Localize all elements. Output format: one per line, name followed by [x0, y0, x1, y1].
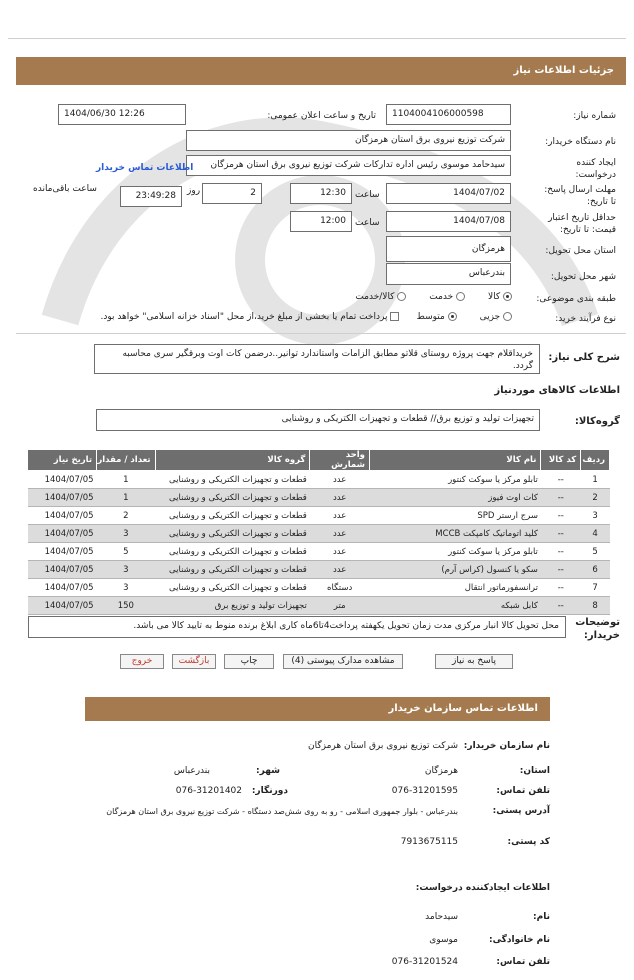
cell-group: قطعات و تجهیزات الکتریکی و روشنایی [155, 543, 310, 561]
deadline-send-label: مهلت ارسال پاسخ: تا تاریخ: [544, 185, 616, 207]
table-row [28, 579, 610, 597]
province-label: استان محل تحویل: [545, 246, 616, 256]
cell-date: 1404/07/05 [28, 561, 97, 579]
contact-phone: 076-31201595 [391, 786, 458, 796]
cell-group: قطعات و تجهیزات الکتریکی و روشنایی [155, 579, 310, 597]
cell-date: 1404/07/05 [28, 543, 97, 561]
buyer-notes-text: محل تحویل کالا انبار مرکزی مدت زمان تحویل یکهفته پرداخت4تا6ماه کاری ابلاغ برنده منوط به تایید کالا می باشد. [133, 621, 559, 631]
cell-unit: متر [310, 597, 370, 615]
col-row: ردیف [581, 450, 610, 471]
description-label: شرح کلی نیاز: [548, 352, 620, 363]
creator-field: سیدحامد موسوی رئیس اداره تدارکات شرکت توزیع نیروی برق استان هرمزگان [186, 155, 511, 176]
cell-row: 1 [581, 471, 610, 489]
cell-code: -- [541, 543, 581, 561]
cell-date: 1404/07/05 [28, 579, 97, 597]
cell-name: سرج ارستر SPD [369, 507, 540, 525]
cell-qty: 1 [97, 471, 156, 489]
col-name: نام کالا [369, 450, 540, 471]
creator-phone: 076-31201524 [391, 957, 458, 967]
cell-qty: 5 [97, 543, 156, 561]
radio-goods-service[interactable] [397, 292, 406, 301]
cell-code: -- [541, 525, 581, 543]
contact-city-label: شهر: [256, 766, 280, 776]
contact-phone-label: تلفن تماس: [496, 786, 550, 796]
cell-unit: عدد [310, 561, 370, 579]
table-row [28, 489, 610, 507]
province-field: هرمزگان [386, 236, 511, 262]
col-code: کد کالا [541, 450, 581, 471]
radio-medium[interactable] [448, 312, 457, 321]
col-date: تاریخ نیاز [28, 450, 97, 471]
radio-medium-label: متوسط [416, 312, 445, 322]
creator-family: موسوی [429, 935, 458, 945]
contact-fax: 076-31201402 [175, 786, 242, 796]
deadline-send-time: 12:30 [290, 183, 352, 204]
creator-name-label: نام: [533, 912, 550, 922]
goods-group-field: تجهیزات تولید و توزیع برق// قطعات و تجهیزات الکتریکی و روشنایی [96, 409, 540, 431]
cell-date: 1404/07/05 [28, 471, 97, 489]
top-divider [8, 38, 626, 39]
section-divider [16, 333, 626, 334]
radio-small[interactable] [503, 312, 512, 321]
payment-note: پرداخت تمام یا بخشی از مبلغ خرید،از محل "اسناد خزانه اسلامی" خواهد بود. [100, 312, 388, 322]
price-validity-time: 12:00 [290, 211, 352, 232]
announce-label: تاریخ و ساعت اعلان عمومی: [267, 111, 376, 121]
cell-code: -- [541, 597, 581, 615]
cell-row: 7 [581, 579, 610, 597]
cell-unit: دستگاه [310, 579, 370, 597]
table-row [28, 525, 610, 543]
cell-qty: 2 [97, 507, 156, 525]
cell-group: قطعات و تجهیزات الکتریکی و روشنایی [155, 507, 310, 525]
cell-name: سکو یا کنسول (کراس آرم) [369, 561, 540, 579]
payment-checkbox[interactable] [390, 312, 399, 321]
cell-row: 8 [581, 597, 610, 615]
cell-unit: عدد [310, 525, 370, 543]
cell-date: 1404/07/05 [28, 507, 97, 525]
cell-row: 6 [581, 561, 610, 579]
deadline-send-time-label: ساعت [355, 190, 380, 200]
col-group: گروه کالا [155, 450, 310, 471]
radio-service[interactable] [456, 292, 465, 301]
cell-date: 1404/07/05 [28, 489, 97, 507]
cell-name: کلید اتوماتیک کامپکت MCCB [369, 525, 540, 543]
city-label: شهر محل تحویل: [550, 272, 616, 282]
contact-postal: 7913675115 [400, 837, 458, 847]
contact-address-label: آدرس پستی: [492, 806, 550, 816]
contact-org: شرکت توزیع نیروی برق استان هرمزگان [307, 741, 458, 751]
cell-name: ترانسفورماتور انتقال [369, 579, 540, 597]
process-options [100, 312, 512, 322]
goods-section-title: اطلاعات کالاهای موردنیاز [494, 385, 620, 396]
creator-label: ایجاد کننده درخواست: [575, 158, 616, 180]
cell-code: -- [541, 489, 581, 507]
day-label: روز [187, 186, 201, 196]
description-box [94, 344, 540, 374]
creator-name: سیدحامد [425, 912, 458, 922]
reply-button[interactable]: پاسخ به نیاز [435, 654, 513, 669]
need-number-label: شماره نیاز: [573, 111, 616, 121]
cell-unit: عدد [310, 471, 370, 489]
cell-qty: 3 [97, 525, 156, 543]
cell-qty: 3 [97, 579, 156, 597]
contact-fax-label: دورنگار: [251, 786, 288, 796]
cell-group: قطعات و تجهیزات الکتریکی و روشنایی [155, 561, 310, 579]
goods-group-label: گروه‌کالا: [574, 416, 620, 427]
table-row [28, 561, 610, 579]
cell-row: 4 [581, 525, 610, 543]
cell-code: -- [541, 471, 581, 489]
cell-group: قطعات و تجهیزات الکتریکی و روشنایی [155, 471, 310, 489]
creator-family-label: نام خانوادگی: [488, 935, 550, 945]
cell-name: کابل شبکه [369, 597, 540, 615]
cell-qty: 3 [97, 561, 156, 579]
cell-group: قطعات و تجهیزات الکتریکی و روشنایی [155, 489, 310, 507]
details-header-bar [16, 57, 626, 85]
cell-unit: عدد [310, 489, 370, 507]
contact-address: بندرعباس - بلوار جمهوری اسلامی - رو به روی شش‌صد دستگاه - شرکت توزیع نیروی برق استان هرمزگان [106, 807, 458, 816]
radio-small-label: جزیی [479, 312, 501, 322]
goods-table [27, 449, 610, 615]
view-docs-button[interactable]: مشاهده مدارک پیوستی (4) [283, 654, 403, 669]
cell-group: تجهیزات تولید و توزیع برق [155, 597, 310, 615]
cell-qty: 150 [97, 597, 156, 615]
cell-group: قطعات و تجهیزات الکتریکی و روشنایی [155, 525, 310, 543]
contact-province-label: استان: [519, 766, 550, 776]
cell-code: -- [541, 579, 581, 597]
col-qty: تعداد / مقدار [97, 450, 156, 471]
cell-date: 1404/07/05 [28, 597, 97, 615]
table-row [28, 471, 610, 489]
col-unit: واحد شمارش [310, 450, 370, 471]
deadline-send-date: 1404/07/02 [386, 183, 511, 204]
cell-name: کات اوت فیوز [369, 489, 540, 507]
buyer-notes-box [28, 616, 566, 638]
category-options [355, 292, 512, 302]
table-row [28, 543, 610, 561]
cell-row: 2 [581, 489, 610, 507]
cell-qty: 1 [97, 489, 156, 507]
radio-goods[interactable] [503, 292, 512, 301]
cell-unit: عدد [310, 543, 370, 561]
remaining-label: ساعت باقی‌مانده [33, 184, 97, 194]
contact-header-bar [85, 697, 550, 721]
price-validity-date: 1404/07/08 [386, 211, 511, 232]
category-label: طبقه بندی موضوعی: [536, 294, 616, 304]
table-header-row [28, 450, 610, 471]
buyer-org-label: نام دستگاه خریدار: [545, 137, 616, 147]
contact-province: هرمزگان [424, 766, 458, 776]
contact-city: بندرعباس [173, 766, 210, 776]
cell-unit: عدد [310, 507, 370, 525]
remaining-time: 23:49:28 [120, 186, 182, 207]
creator-info-title: اطلاعات ایجادکننده درخواست: [415, 883, 550, 893]
goods-table-body [28, 471, 610, 615]
contact-link[interactable]: اطلاعات تماس خریدار [96, 163, 194, 173]
cell-date: 1404/07/05 [28, 525, 97, 543]
contact-postal-label: کد پستی: [507, 837, 550, 847]
contact-org-label: نام سازمان خریدار: [463, 741, 550, 751]
city-field: بندرعباس [386, 263, 511, 285]
price-validity-label: حداقل تاریخ اعتبار قیمت: تا تاریخ: [548, 213, 616, 235]
price-validity-time-label: ساعت [355, 218, 380, 228]
contact-title: اطلاعات تماس سازمان خریدار [388, 703, 538, 714]
days-count: 2 [202, 183, 262, 204]
process-label: نوع فرآیند خرید: [555, 314, 616, 324]
buyer-org-field: شرکت توزیع نیروی برق استان هرمزگان [186, 130, 511, 151]
cell-code: -- [541, 561, 581, 579]
cell-row: 3 [581, 507, 610, 525]
page-title: جزئیات اطلاعات نیاز [513, 65, 614, 76]
radio-goods-label: کالا [487, 292, 501, 302]
need-number-field: 1104004106000598 [386, 104, 511, 125]
table-row [28, 507, 610, 525]
creator-phone-label: تلفن تماس: [496, 957, 550, 967]
cell-code: -- [541, 507, 581, 525]
description-text: خریداقلام جهت پروژه روستای قلاتو مطابق الزامات واستاندارد توانیر..درضمن کات اوت وبرقگیر سری محاسبه گردد. [122, 349, 533, 371]
announce-field: 1404/06/30 12:26 [58, 104, 186, 125]
print-button[interactable]: چاپ [224, 654, 274, 669]
cell-name: تابلو مرکز یا سوکت کنتور [369, 471, 540, 489]
exit-button[interactable]: خروج [120, 654, 164, 669]
buyer-notes-label: توضیحات خریدار: [575, 617, 620, 641]
radio-goods-service-label: کالا/خدمت [355, 292, 395, 302]
cell-row: 5 [581, 543, 610, 561]
cell-name: تابلو مرکز یا سوکت کنتور [369, 543, 540, 561]
radio-service-label: خدمت [429, 292, 454, 302]
back-button[interactable]: بازگشت [172, 654, 216, 669]
table-row [28, 597, 610, 615]
